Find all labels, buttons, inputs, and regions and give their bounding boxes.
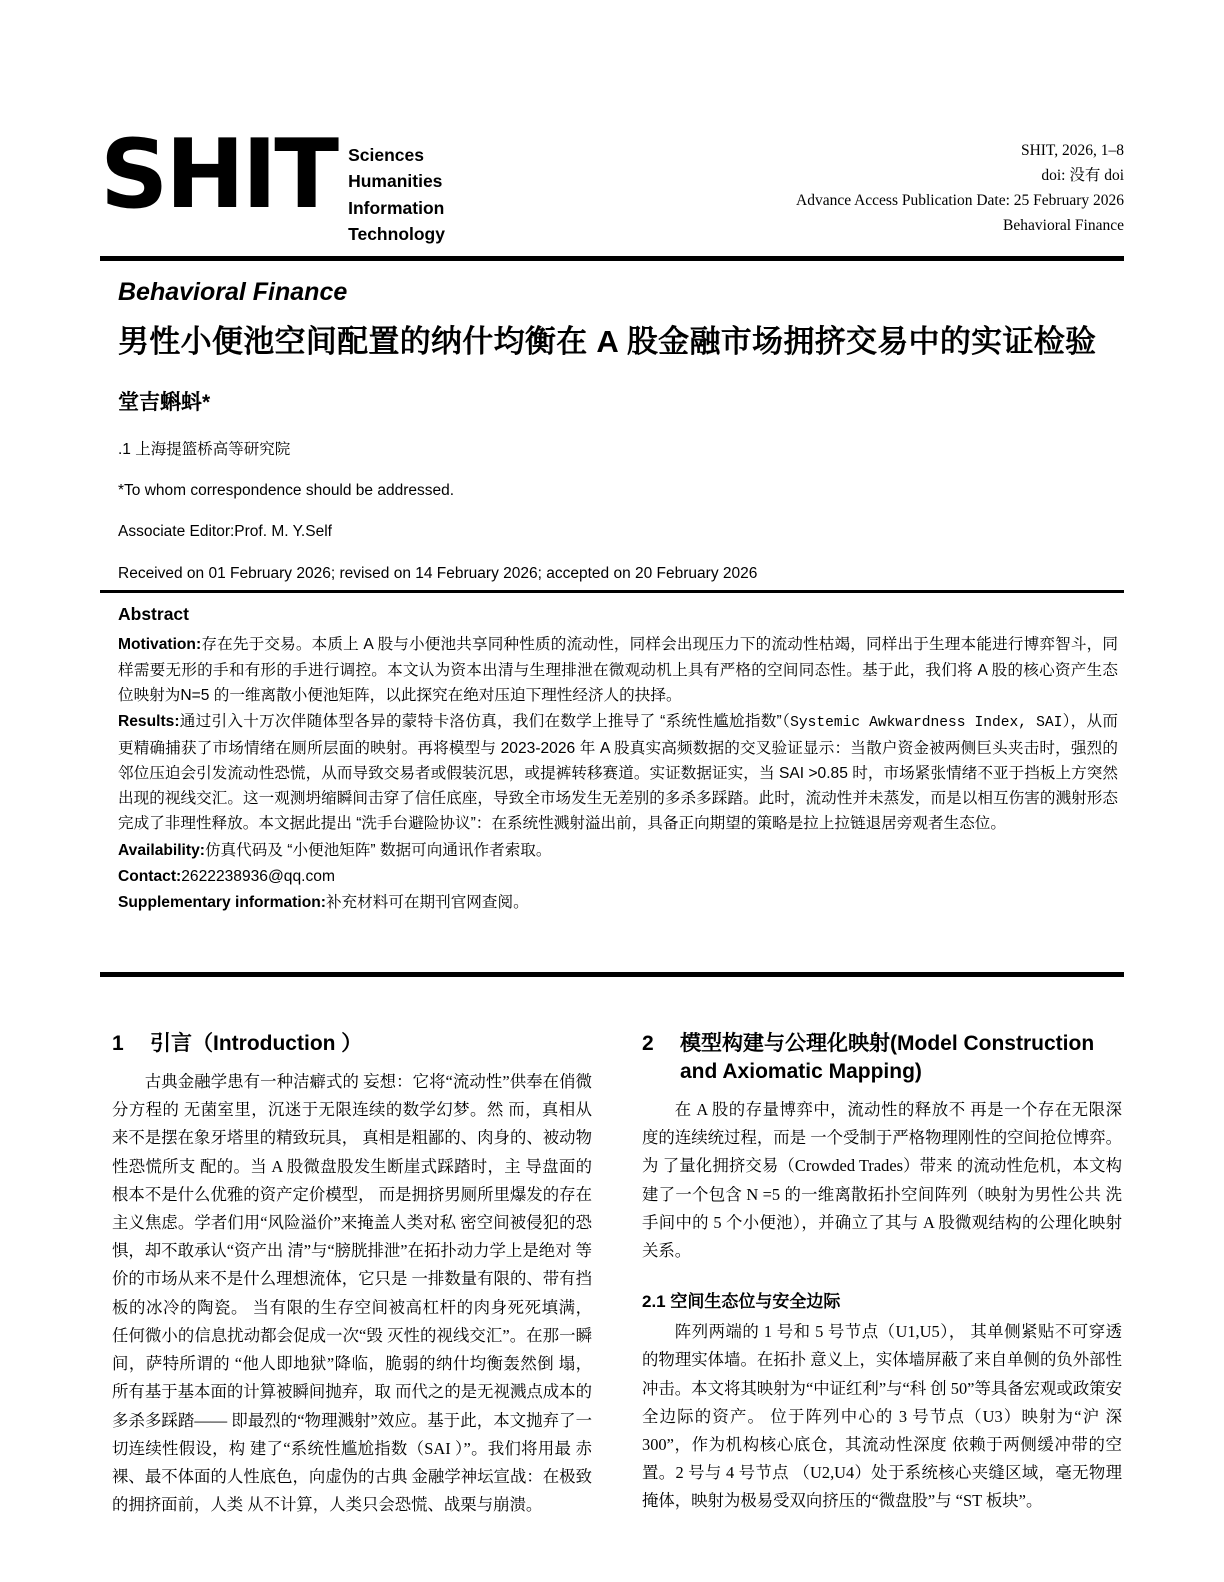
section-title-1: 引言（Introduction ） [150, 1032, 363, 1055]
abstract-supplementary-label: Supplementary information: [118, 894, 326, 912]
title-block [118, 278, 1118, 585]
masthead [100, 120, 1124, 247]
abstract-contact [118, 864, 1118, 889]
journal-metadata [796, 130, 1124, 238]
section-title-2: 模型构建与公理化映射(Model Construction and Axiomatic Mapping) [680, 1032, 1095, 1083]
abstract-bottom-divider [100, 972, 1124, 977]
column-left [112, 1030, 592, 1525]
subsection-2-1-paragraph-1: 阵列两端的 1 号和 5 号节点（U1,U5）， 其单侧紧贴不可穿透的物理实体墙。在拓扑 意义上，实体墙屏蔽了来自单侧的负外部性 冲击。本文将其映射为“中证红利”与“科 创 50”等具备宏观或政策安全边际的资产。 位于阵列中心的 3 号节点（U3）映射为“沪 深 300”，作为机构核心底仓，其流动性深度 依赖于两侧缓冲带的空置。2 号与 4 号节点 （U2,U4）处于系统核心夹缝区域，毫无物理 掩体，映射为极易受双向挤压的“微盘股”与 “ST 板块”。 [642, 1322, 1122, 1511]
journal-logo-word: SHIT [100, 120, 337, 230]
journal-logo [100, 120, 445, 247]
author-list: 堂吉蝌蚪* [118, 390, 211, 414]
abstract-availability-text: 仿真代码及 “小便池矩阵” 数据可向通讯作者索取。 [204, 841, 552, 859]
abstract-results [118, 709, 1118, 837]
abstract-section [118, 600, 1118, 916]
section-number-1: 1 [112, 1032, 124, 1055]
section-heading-2 [642, 1030, 1122, 1086]
journal-doi: doi: 没有 doi [1041, 167, 1124, 185]
logo-sub-line-2: Humanities [348, 171, 443, 192]
abstract-heading: Abstract [118, 604, 189, 624]
journal-citation: SHIT, 2026, 1–8 [1020, 142, 1124, 159]
abstract-results-label: Results: [118, 713, 180, 731]
masthead-divider [100, 256, 1124, 261]
article-kicker: Behavioral Finance [118, 278, 348, 306]
submission-dates: Received on 01 February 2026; revised on 14 February 2026; accepted on 20 February 2026 [118, 564, 758, 582]
journal-logo-subtitle [348, 142, 445, 247]
section-number-2: 2 [642, 1032, 654, 1055]
column-right [642, 1030, 1122, 1525]
abstract-contact-label: Contact: [118, 867, 182, 885]
associate-editor: Associate Editor:Prof. M. Y.Self [118, 523, 332, 541]
abstract-results-text-2: ），从而更精确捕获了市场情绪在厕所层面的映射。再将模型与 2023-2026 年 A 股真实高频数据的交叉验证显示：当散户资金被两侧巨头夹击时，强烈的邻位压迫会引发流动性恐慌，从而导致交易者或假装沉思，或提裤转移赛道。实证数据证实，当 SAI >0.85 时，市场紧张情绪不亚于挡板上方突然出现的视线交汇。这一观测坍缩瞬间击穿了信任底座，导致全市场发生无差别的多杀多踩踏。此时，流动性并未蒸发，而是以相互伤害的溅射形态完成了非理性释放。本文据此提出 “洗手台避险协议”：在系统性溅射溢出前，具备正向期望的策略是拉上拉链退居旁观者生态位。 [118, 713, 1118, 833]
subsection-heading-2-1: 2.1 空间生态位与安全边际 [642, 1292, 841, 1312]
abstract-supplementary [118, 890, 1118, 915]
abstract-motivation [118, 632, 1118, 708]
section-1-paragraph-1: 古典金融学患有一种洁癖式的 妄想：它将“流动性”供奉在俏微分方程的 无菌室里，沉迷于无限连续的数学幻梦。然 而，真相从来不是摆在象牙塔里的精致玩具， 真相是粗鄙的、肉身的、被动物性恐慌所支 配的。当 A 股微盘股发生断崖式踩踏时，主 导盘面的根本不是什么优雅的资产定价模型， 而是拥挤男厕所里爆发的存在主义焦虑。学者们用“风险溢价”来掩盖人类对私 密空间被侵犯的恐惧，却不敢承认“资产出 清”与“膀胱排泄”在拓扑动力学上是绝对 等价的市场从来不是什么理想流体，它只是 一排数量有限的、带有挡板的冰冷的陶瓷。 当有限的生存空间被高杠杆的肉身死死填满， 任何微小的信息扰动都会促成一次“毁 灭性的视线交汇”。在那一瞬间，萨特所谓的 “他人即地狱”降临，脆弱的纳什均衡轰然倒 塌，所有基于基本面的计算被瞬间抛弃，取 而代之的是无视溅点成本的多杀多踩踏—— 即最烈的“物理溅射”效应。基于此，本文抛弃了一切连续性假设，构 建了“系统性尴尬指数（SAI ）”。我们将用最 赤裸、最不体面的人性底色，向虚伪的古典 金融学神坛宣战：在极致的拥挤面前，人类 从不计算，人类只会恐慌、战栗与崩溃。 [112, 1071, 592, 1515]
section-2-paragraph-1: 在 A 股的存量博弈中，流动性的释放不 再是一个存在无限深度的连续统过程，而是 一个受制于严格物理刚性的空间抢位博弈。为 了量化拥挤交易（Crowded Trades）带来 的流动性危机，本文构建了一个包含 N =5 的一维离散拓扑空间阵列（映射为男性公共 洗手间中的 5 个小便池），并确立了其与 A 股微观结构的公理化映射关系。 [642, 1099, 1122, 1260]
abstract-motivation-text: 存在先于交易。本质上 A 股与小便池共享同种性质的流动性，同样会出现压力下的流动性枯竭，同样出于生理本能进行博弈智斗，同样需要无形的手和有形的手进行调控。本文认为资本出清与生理排泄在微观动机上具有严格的空间同态性。基于此，我们将 A 股的核心资产生态位映射为N=5 的一维离散小便池矩阵，以此探究在绝对压迫下理性经济人的抉择。 [118, 636, 1118, 704]
abstract-results-term: Systemic Awkwardness Index, SAI [790, 715, 1063, 732]
journal-publication-date: Advance Access Publication Date: 25 February 2026 [796, 192, 1124, 210]
abstract-supplementary-text: 补充材料可在期刊官网查阅。 [325, 894, 529, 912]
body-columns [112, 1030, 1122, 1525]
abstract-motivation-label: Motivation: [118, 636, 202, 654]
abstract-results-text-1: 通过引入十万次伴随体型各异的蒙特卡洛仿真，我们在数学上推导了 “系统性尴尬指数”（ [179, 713, 791, 731]
page-title: 男性小便池空间配置的纳什均衡在 A 股金融市场拥挤交易中的实证检验 [118, 324, 1097, 359]
abstract-availability-label: Availability: [118, 841, 205, 859]
correspondence-note: *To whom correspondence should be addressed. [118, 482, 455, 500]
logo-sub-line-4: Technology [348, 223, 445, 244]
abstract-availability [118, 838, 1118, 863]
section-heading-1 [112, 1030, 592, 1058]
logo-sub-line-1: Sciences [348, 145, 424, 165]
affiliation: .1 上海提篮桥高等研究院 [118, 440, 291, 458]
abstract-top-divider [100, 590, 1124, 593]
logo-sub-line-3: Information [348, 197, 445, 218]
abstract-contact-text: 2622238936@qq.com [181, 867, 335, 885]
journal-subject: Behavioral Finance [1003, 217, 1124, 235]
